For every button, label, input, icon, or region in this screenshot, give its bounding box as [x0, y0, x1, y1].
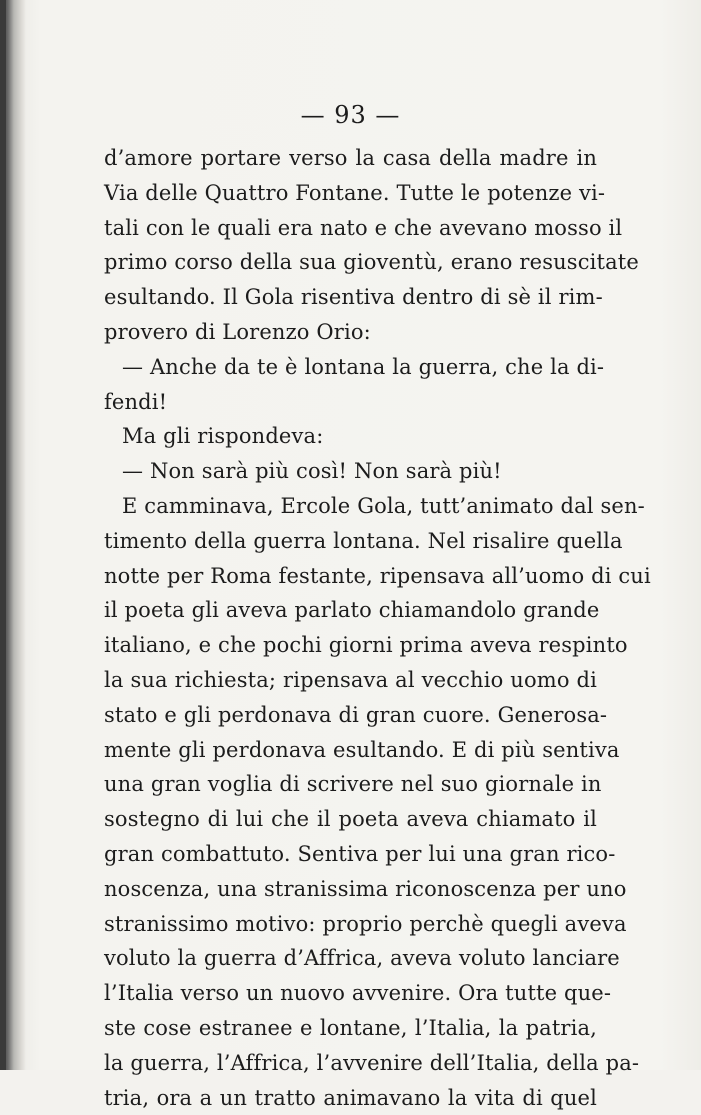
book-binding-shadow [0, 0, 26, 1070]
text-line: provero di Lorenzo Orio: [104, 319, 371, 344]
text-line: stranissimo motivo: proprio perchè quegli aveva [104, 911, 627, 936]
text-line: — Anche da te è lontana la guerra, che la di- [122, 354, 605, 379]
text-line: l’Italia verso un nuovo avvenire. Ora tutte que- [104, 981, 612, 1006]
text-line: d’amore portare verso la casa della madre in [104, 146, 597, 170]
text-line: ste cose estranee e lontane, l’Italia, la patria, [104, 1015, 597, 1040]
text-line: Via delle Quattro Fontane. Tutte le potenze vi- [104, 180, 606, 205]
text-line: voluto la guerra d’Affrica, aveva voluto lanciare [104, 946, 620, 971]
text-line: tali con le quali era nato e che avevano mosso il [104, 215, 623, 240]
text-line: primo corso della sua gioventù, erano resuscitate [104, 250, 639, 275]
text-line: tria, ora a un tratto animavano la vita di quel [104, 1085, 597, 1110]
text-line: una gran voglia di scrivere nel suo giornale in [104, 772, 602, 797]
text-line: timento della guerra lontana. Nel risalire quella [104, 528, 623, 553]
text-line: sostegno di lui che il poeta aveva chiamato il [104, 807, 597, 832]
text-line: italiano, e che pochi giorni prima aveva respinto [104, 633, 628, 658]
text-line: Ma gli rispondeva: [122, 424, 324, 449]
text-line: notte per Roma festante, ripensava all’uomo di cui [104, 563, 651, 588]
text-line: il poeta gli aveva parlato chiamandolo grande [104, 598, 600, 623]
page-number: — 93 — [300, 101, 401, 129]
text-line: la sua richiesta; ripensava al vecchio uomo di [104, 667, 597, 692]
text-line: — Non sarà più così! Non sarà più! [122, 459, 502, 484]
text-line: noscenza, una stranissima riconoscenza per uno [104, 876, 627, 901]
body-text [104, 141, 651, 1115]
text-line: mente gli perdonava esultando. E di più sentiva [104, 737, 620, 762]
text-line: la guerra, l’Affrica, l’avvenire dell’Italia, della pa- [104, 1050, 640, 1075]
text-line: fendi! [104, 389, 168, 414]
text-line: esultando. Il Gola risentiva dentro di sè il rim- [104, 285, 603, 310]
text-line: E camminava, Ercole Gola, tutt’animato dal sen- [122, 493, 645, 518]
text-line: gran combattuto. Sentiva per lui una gran rico- [104, 841, 616, 866]
text-line: stato e gli perdonava di gran cuore. Generosa- [104, 702, 608, 727]
